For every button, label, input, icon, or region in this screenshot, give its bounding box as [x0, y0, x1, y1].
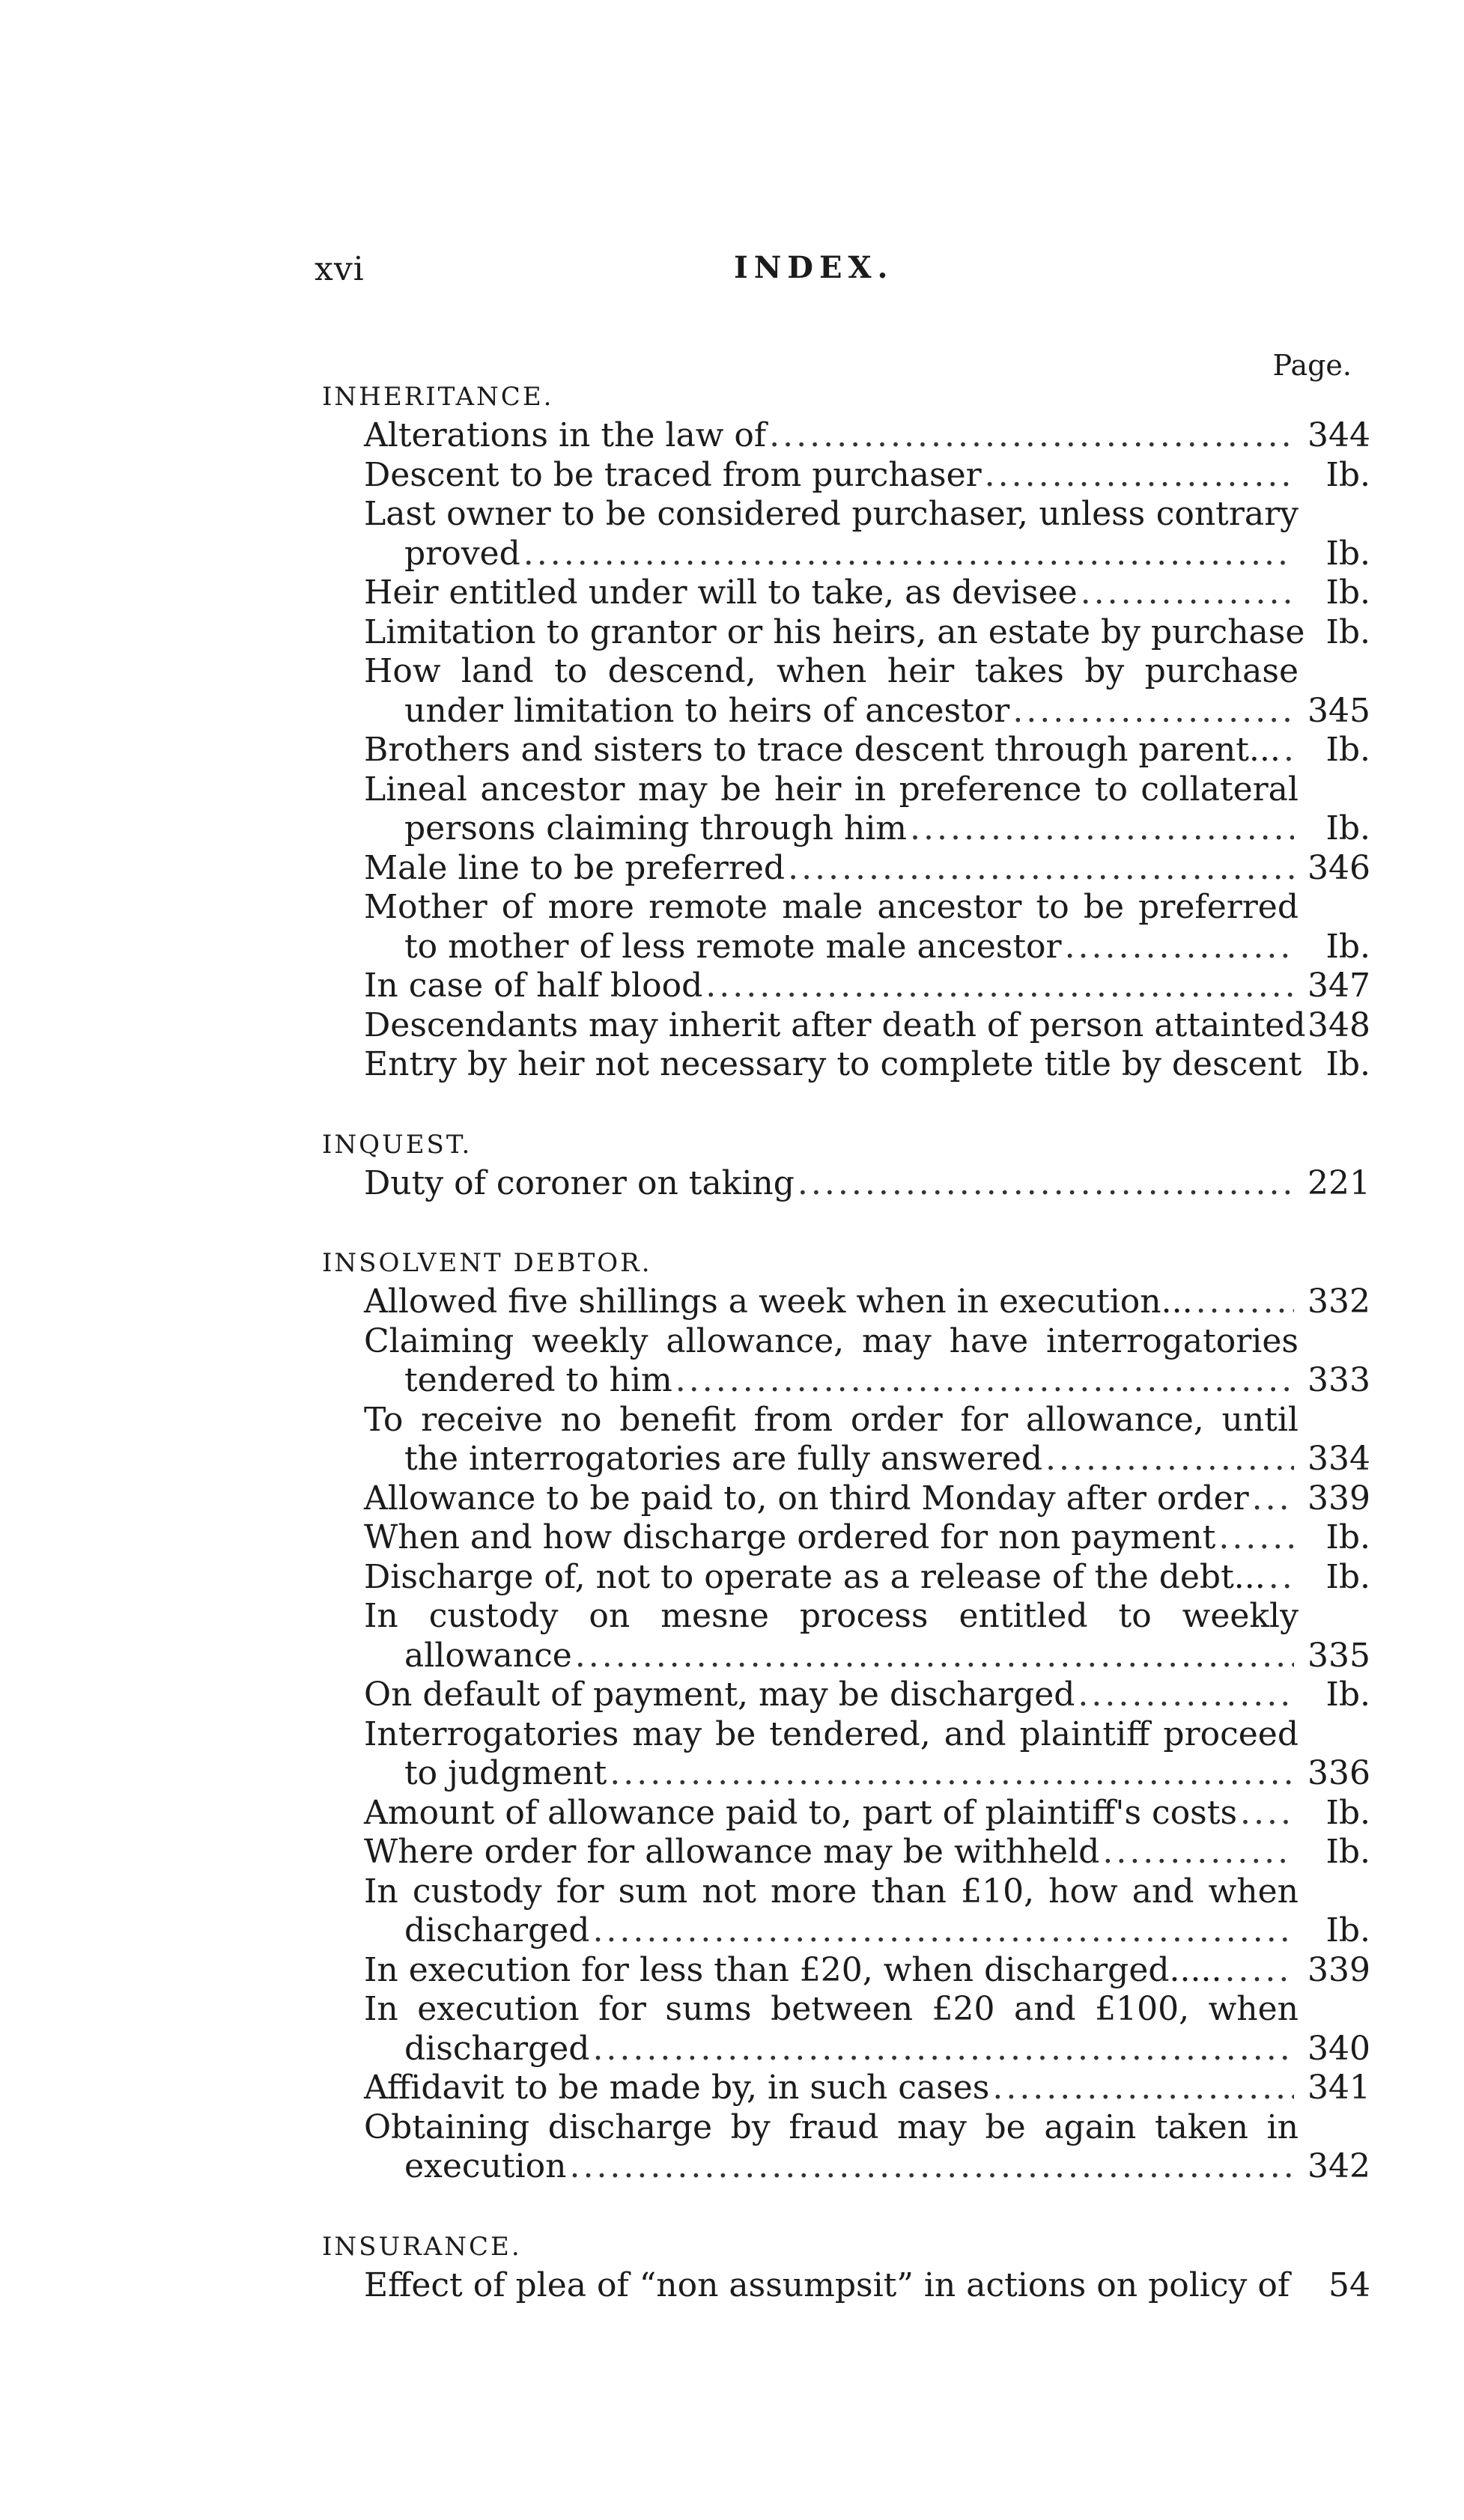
- entry-continuation: tendered to him: [404, 1361, 672, 1399]
- dot-leader: [788, 849, 1294, 889]
- entry-text: Duty of coroner on taking: [364, 1163, 795, 1202]
- index-body: [322, 377, 1370, 2346]
- dot-leader: [592, 2030, 1294, 2069]
- dot-leader: [1293, 2266, 1294, 2306]
- dot-leader: [1284, 731, 1294, 770]
- index-section: [322, 2227, 1370, 2306]
- index-entry: [322, 2069, 1370, 2108]
- entry-text: Allowance to be paid to, on third Monday after order: [364, 1479, 1249, 1518]
- index-entry: [322, 2108, 1370, 2187]
- index-section: [322, 377, 1370, 1085]
- index-entry: [322, 1479, 1370, 1519]
- page-reference: 340: [1307, 2029, 1370, 2068]
- page-reference: Ib.: [1325, 534, 1370, 573]
- index-entry: [322, 1282, 1370, 1322]
- section-heading: INSURANCE.: [322, 2231, 522, 2262]
- page-reference: Ib.: [1325, 1793, 1370, 1832]
- page-reference: 332: [1307, 1282, 1370, 1321]
- entry-text: When and how discharge ordered for non payment: [364, 1518, 1216, 1556]
- page-folio: xvi: [315, 250, 365, 288]
- index-entry: [322, 1558, 1370, 1598]
- entry-text: On default of payment, may be discharged: [364, 1676, 1075, 1714]
- index-entry: [322, 1401, 1370, 1479]
- page-reference: Ib.: [1325, 1518, 1370, 1556]
- entry-text: To receive no benefit from order for allowance, until: [364, 1400, 1299, 1439]
- dot-leader: [523, 535, 1294, 574]
- entry-continuation: to mother of less remote male ancestor: [404, 927, 1062, 966]
- index-entry: [322, 495, 1370, 573]
- entry-text: Lineal ancestor may be heir in preference to collateral: [364, 770, 1299, 809]
- entry-text: Allowed five shillings a week when in execution...: [364, 1282, 1193, 1321]
- entry-text: Last owner to be considered purchaser, unless contrary: [364, 495, 1299, 533]
- running-head: [315, 250, 1378, 295]
- page-reference: 342: [1307, 2147, 1370, 2185]
- dot-leader: [610, 1754, 1294, 1794]
- page-reference: 54: [1328, 2265, 1370, 2304]
- index-entry: [322, 1597, 1370, 1676]
- index-entry: [322, 1833, 1370, 1872]
- dot-leader: [569, 2147, 1294, 2187]
- dot-leader: [575, 1637, 1294, 1676]
- entry-text: In execution for less than £20, when discharged.....: [364, 1950, 1222, 1989]
- dot-leader: [1218, 1518, 1294, 1558]
- page-reference: 339: [1307, 1950, 1370, 1989]
- dot-leader: [705, 967, 1294, 1006]
- page-reference: Ib.: [1325, 927, 1370, 966]
- section-heading: INQUEST.: [322, 1129, 473, 1160]
- entry-text: Heir entitled under will to take, as devisee: [364, 573, 1078, 612]
- page-reference: 335: [1307, 1636, 1370, 1675]
- index-entry: [322, 770, 1370, 849]
- dot-leader: [1240, 1794, 1294, 1833]
- entry-text: In case of half blood: [364, 967, 703, 1005]
- page-reference: 341: [1307, 2069, 1370, 2107]
- page-reference: 221: [1307, 1163, 1370, 1202]
- dot-leader: [1102, 1833, 1294, 1872]
- index-section: [322, 1244, 1370, 2187]
- index-entry: [322, 2266, 1370, 2306]
- index-entry: [322, 1322, 1370, 1401]
- index-entry: [322, 613, 1370, 653]
- page-column-label: Page.: [1272, 349, 1352, 382]
- entry-continuation: discharged: [404, 2029, 590, 2068]
- page-reference: Ib.: [1325, 1045, 1370, 1083]
- page-reference: 333: [1307, 1361, 1370, 1399]
- index-entry: [322, 967, 1370, 1006]
- dot-leader: [798, 1164, 1294, 1204]
- entry-continuation: discharged: [404, 1911, 590, 1950]
- entry-text: Limitation to grantor or his heirs, an estate by purchase: [364, 612, 1305, 651]
- page-reference: 345: [1307, 691, 1370, 730]
- index-entry: [322, 1990, 1370, 2069]
- dot-leader: [769, 416, 1294, 456]
- index-entry: [322, 1715, 1370, 1794]
- entry-text: How land to descend, when heir takes by purchase: [364, 652, 1299, 690]
- index-entry: [322, 1872, 1370, 1951]
- entry-text: Interrogatories may be tendered, and plaintiff proceed: [364, 1714, 1299, 1753]
- entry-text: Amount of allowance paid to, part of plaintiff's costs: [364, 1793, 1238, 1832]
- page-reference: Ib.: [1325, 573, 1370, 612]
- dot-leader: [1045, 1440, 1294, 1479]
- page-reference: Ib.: [1325, 612, 1370, 651]
- index-entry: [322, 1794, 1370, 1833]
- entry-text: Alterations in the law of: [364, 416, 767, 454]
- page-reference: Ib.: [1325, 1557, 1370, 1596]
- index-entry: [322, 849, 1370, 889]
- index-entry: [322, 573, 1370, 613]
- index-entry: [322, 416, 1370, 456]
- page-reference: 336: [1307, 1754, 1370, 1792]
- entry-text: Obtaining discharge by fraud may be again taken in: [364, 2107, 1299, 2146]
- entry-continuation: under limitation to heirs of ancestor: [404, 691, 1010, 730]
- dot-leader: [1012, 692, 1294, 731]
- entry-continuation: the interrogatories are fully answered: [404, 1440, 1043, 1478]
- page-reference: Ib.: [1325, 1833, 1370, 1871]
- entry-text: In execution for sums between £20 and £100, when: [364, 1990, 1299, 2028]
- entry-text: Discharge of, not to operate as a release of the debt...: [364, 1557, 1266, 1596]
- entry-text: Brothers and sisters to trace descent through parent...: [364, 731, 1281, 769]
- index-entry: [322, 1518, 1370, 1558]
- page-title: INDEX.: [734, 250, 894, 285]
- index-section: [322, 1125, 1370, 1204]
- page-reference: 346: [1307, 848, 1370, 887]
- entry-continuation: allowance: [404, 1636, 572, 1675]
- page-reference: 344: [1307, 416, 1370, 454]
- dot-leader: [1196, 1282, 1294, 1322]
- index-entry: [322, 652, 1370, 731]
- page-reference: 347: [1307, 967, 1370, 1005]
- index-entry: [322, 1006, 1370, 1046]
- index-entry: [322, 1951, 1370, 1991]
- entry-text: Affidavit to be made by, in such cases: [364, 2069, 990, 2107]
- entry-text: Male line to be preferred: [364, 848, 786, 887]
- dot-leader: [1269, 1558, 1294, 1598]
- page-reference: Ib.: [1325, 1911, 1370, 1950]
- index-entry: [322, 1045, 1370, 1085]
- dot-leader: [1252, 1479, 1294, 1519]
- index-entry: [322, 1164, 1370, 1204]
- entry-continuation: execution: [404, 2147, 567, 2185]
- section-heading: INHERITANCE.: [322, 382, 554, 412]
- dot-leader: [1078, 1676, 1294, 1715]
- dot-leader: [1065, 928, 1294, 967]
- page-reference: Ib.: [1325, 455, 1370, 494]
- page-reference: Ib.: [1325, 809, 1370, 847]
- page-reference: Ib.: [1325, 1676, 1370, 1714]
- dot-leader: [592, 1911, 1294, 1951]
- page-reference: 339: [1307, 1479, 1370, 1518]
- entry-text: In custody for sum not more than £10, how and when: [364, 1872, 1299, 1911]
- page-reference: Ib.: [1325, 731, 1370, 769]
- entry-text: Where order for allowance may be withheld: [364, 1833, 1100, 1871]
- entry-continuation: to judgment: [404, 1754, 607, 1792]
- index-entry: [322, 456, 1370, 496]
- index-entry: [322, 888, 1370, 967]
- entry-text: Descendants may inherit after death of person attainted: [364, 1005, 1306, 1044]
- dot-leader: [910, 809, 1294, 849]
- entry-continuation: persons claiming through him: [404, 809, 908, 847]
- index-entry: [322, 731, 1370, 770]
- entry-text: Claiming weekly allowance, may have interrogatories: [364, 1321, 1299, 1360]
- section-heading: INSOLVENT DEBTOR.: [322, 1248, 652, 1278]
- dot-leader: [992, 2069, 1294, 2108]
- page-reference: 334: [1307, 1440, 1370, 1478]
- dot-leader: [1081, 573, 1294, 613]
- entry-text: Entry by heir not necessary to complete title by descent: [364, 1045, 1302, 1083]
- dot-leader: [985, 456, 1294, 496]
- page-reference: 348: [1307, 1005, 1370, 1044]
- index-entry: [322, 1676, 1370, 1715]
- entry-continuation: proved: [404, 534, 520, 573]
- dot-leader: [1224, 1951, 1294, 1991]
- dot-leader: [675, 1361, 1294, 1401]
- entry-text: In custody on mesne process entitled to weekly: [364, 1597, 1299, 1635]
- entry-text: Mother of more remote male ancestor to be preferred: [364, 888, 1299, 926]
- entry-text: Descent to be traced from purchaser: [364, 455, 982, 494]
- entry-text: Effect of plea of “non assumpsit” in actions on policy of: [364, 2265, 1290, 2304]
